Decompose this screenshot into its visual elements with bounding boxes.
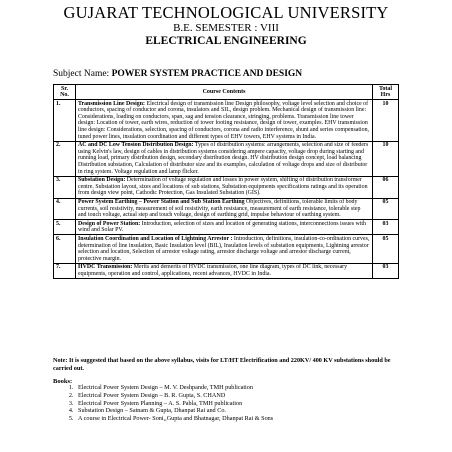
row-content xyxy=(76,235,373,263)
table-row xyxy=(54,198,399,220)
table-row xyxy=(54,235,399,263)
row-content xyxy=(76,220,373,235)
row-title: Substation Design: xyxy=(78,177,126,184)
row-content xyxy=(76,176,373,198)
table-row xyxy=(54,141,399,176)
row-hours: 10 xyxy=(373,141,399,176)
row-text: Types of distribution systems: arrangements, selection and size of feeders using Kelvin's law, design of cables in distribution systems considering ampere capacity, voltage drop during starting and running load, primary distribution design, secondary distribution design. HV distribution design concept, load balancing Distribution substation, Calculation of distributor size and its examples, calculation of voltage drops and size of distributor in ring system. Voltage regulation and lamp flicker. xyxy=(78,142,369,175)
table-row xyxy=(54,263,399,278)
list-item: 2. Electrical Power System Design – B. R. Gupta, S. CHAND xyxy=(75,392,273,400)
row-content xyxy=(76,141,373,176)
row-content xyxy=(76,263,373,278)
table-row xyxy=(54,176,399,198)
row-number: 1. xyxy=(54,100,76,142)
header-total-hrs: Total Hrs xyxy=(373,85,399,100)
header-sr-no: Sr. No. xyxy=(54,85,76,100)
row-number: 2. xyxy=(54,141,76,176)
list-item: 4. Substation Design – Satnam & Gupta, Dhanpat Rai and Co. xyxy=(75,407,273,415)
table-row xyxy=(54,100,399,142)
list-item: 1. Electrical Power System Design – M. V. Deshpande, TMH publication xyxy=(75,384,273,392)
row-number: 5. xyxy=(54,220,76,235)
row-title: HVDC Transmission: xyxy=(78,264,133,271)
row-title: Insulation Coordination and Location of Lightning Arrestor : xyxy=(78,235,233,242)
row-text: Merits and demerits of HVDC transmission, one line diagram, types of DC link, necessary equipments, operation and control, applications, recent advances, HVDC in India. xyxy=(78,264,348,277)
row-title: Transmission Line Design: xyxy=(78,100,145,107)
books-heading: Books: xyxy=(53,378,73,385)
row-number: 4. xyxy=(54,198,76,220)
subject-name: POWER SYSTEM PRACTICE AND DESIGN xyxy=(111,69,303,79)
subject-label: Subject Name: xyxy=(53,69,110,79)
list-item: 5. A course in Electrical Power- Soni,,Gupta and Bhatnagar, Dhanpat Rai & Sons xyxy=(75,415,273,423)
row-hours: 03 xyxy=(373,220,399,235)
header-course-contents: Course Contents xyxy=(76,85,373,100)
row-hours: 05 xyxy=(373,198,399,220)
course-contents-table xyxy=(53,84,399,279)
row-text: Introduction, definitions, insulation-co-ordination curves, determination of line insulation, Basic Insulation level (BIL), Insulation levels of substation equipments, Lightning arrestor selection and location, Selection of arrestor voltage rating, arrestor discharge voltage and arrestor discharge current, protective margin. xyxy=(78,235,370,262)
row-content xyxy=(76,100,373,142)
row-number: 7. xyxy=(54,263,76,278)
row-content xyxy=(76,198,373,220)
row-hours: 06 xyxy=(373,176,399,198)
row-title: AC and DC Low Tension Distribution Design: xyxy=(78,142,194,149)
books-list xyxy=(53,384,273,423)
note-paragraph: Note: It is suggested that based on the above syllabus, visits for LT/HT Electrification and 220KV/ 400 KV substations should be carried out. xyxy=(53,357,391,372)
row-text: Objectives, definitions, tolerable limits of body currents, soil resistivity, measurement of soil resistivity, earth resistance, measurement of earth resistance, tolerable step and touch voltage, actual step and touch voltage, design of earthing grid, impulse behaviour of earthing system. xyxy=(78,199,361,219)
row-title: Design of Power Station: xyxy=(78,220,141,227)
row-hours: 03 xyxy=(373,263,399,278)
branch-title: ELECTRICAL ENGINEERING xyxy=(145,35,307,47)
row-text: Electrical design of transmission line Design philosophy, voltage level selection and choice of conductors, spacing of conductor and corona, insulators and SIL, design problem. Mechanical design of transmission line: Considerations, loading on conductors, span, sag and tension clearance, stringing, problems. Transmission line tower design: Location of tower, earth wires, reduction of tower footing resistance, design of tower, examples. EHV transmission line design: Considerations, selection, spacing of conductors, corona and radio interference, shunt and series compensation, tuned power lines, insulation coordination and different types of EHV towers, EHV systems in India. xyxy=(78,100,370,140)
row-text: Determination of voltage regulation and losses in power system, shifting of distribution transformer centre. Substation layout, sizes and locations of sub stations, Substation equipments specifications ratings and its operation from design view point, Cathodic Protection, Gas Insulated Substation (GIS). xyxy=(78,177,368,197)
row-number: 6. xyxy=(54,235,76,263)
table-row xyxy=(54,220,399,235)
university-title: GUJARAT TECHNOLOGICAL UNIVERSITY xyxy=(63,3,389,22)
semester-title: B.E. SEMESTER : VIII xyxy=(173,22,279,34)
row-number: 3. xyxy=(54,176,76,198)
row-text: Introduction, selection of sizes and location of generating stations, interconnections issues with wind and Solar PV. xyxy=(78,220,366,234)
subject-line xyxy=(53,69,302,79)
row-hours: 10 xyxy=(373,100,399,142)
table-header-row xyxy=(54,85,399,100)
row-title: Power System Earthing – Power Station and Sub Station Earthing xyxy=(78,199,245,205)
list-item: 3. Electrical Power System Planning – A. S. Pabla, TMH publication xyxy=(75,400,273,408)
row-hours: 05 xyxy=(373,235,399,263)
